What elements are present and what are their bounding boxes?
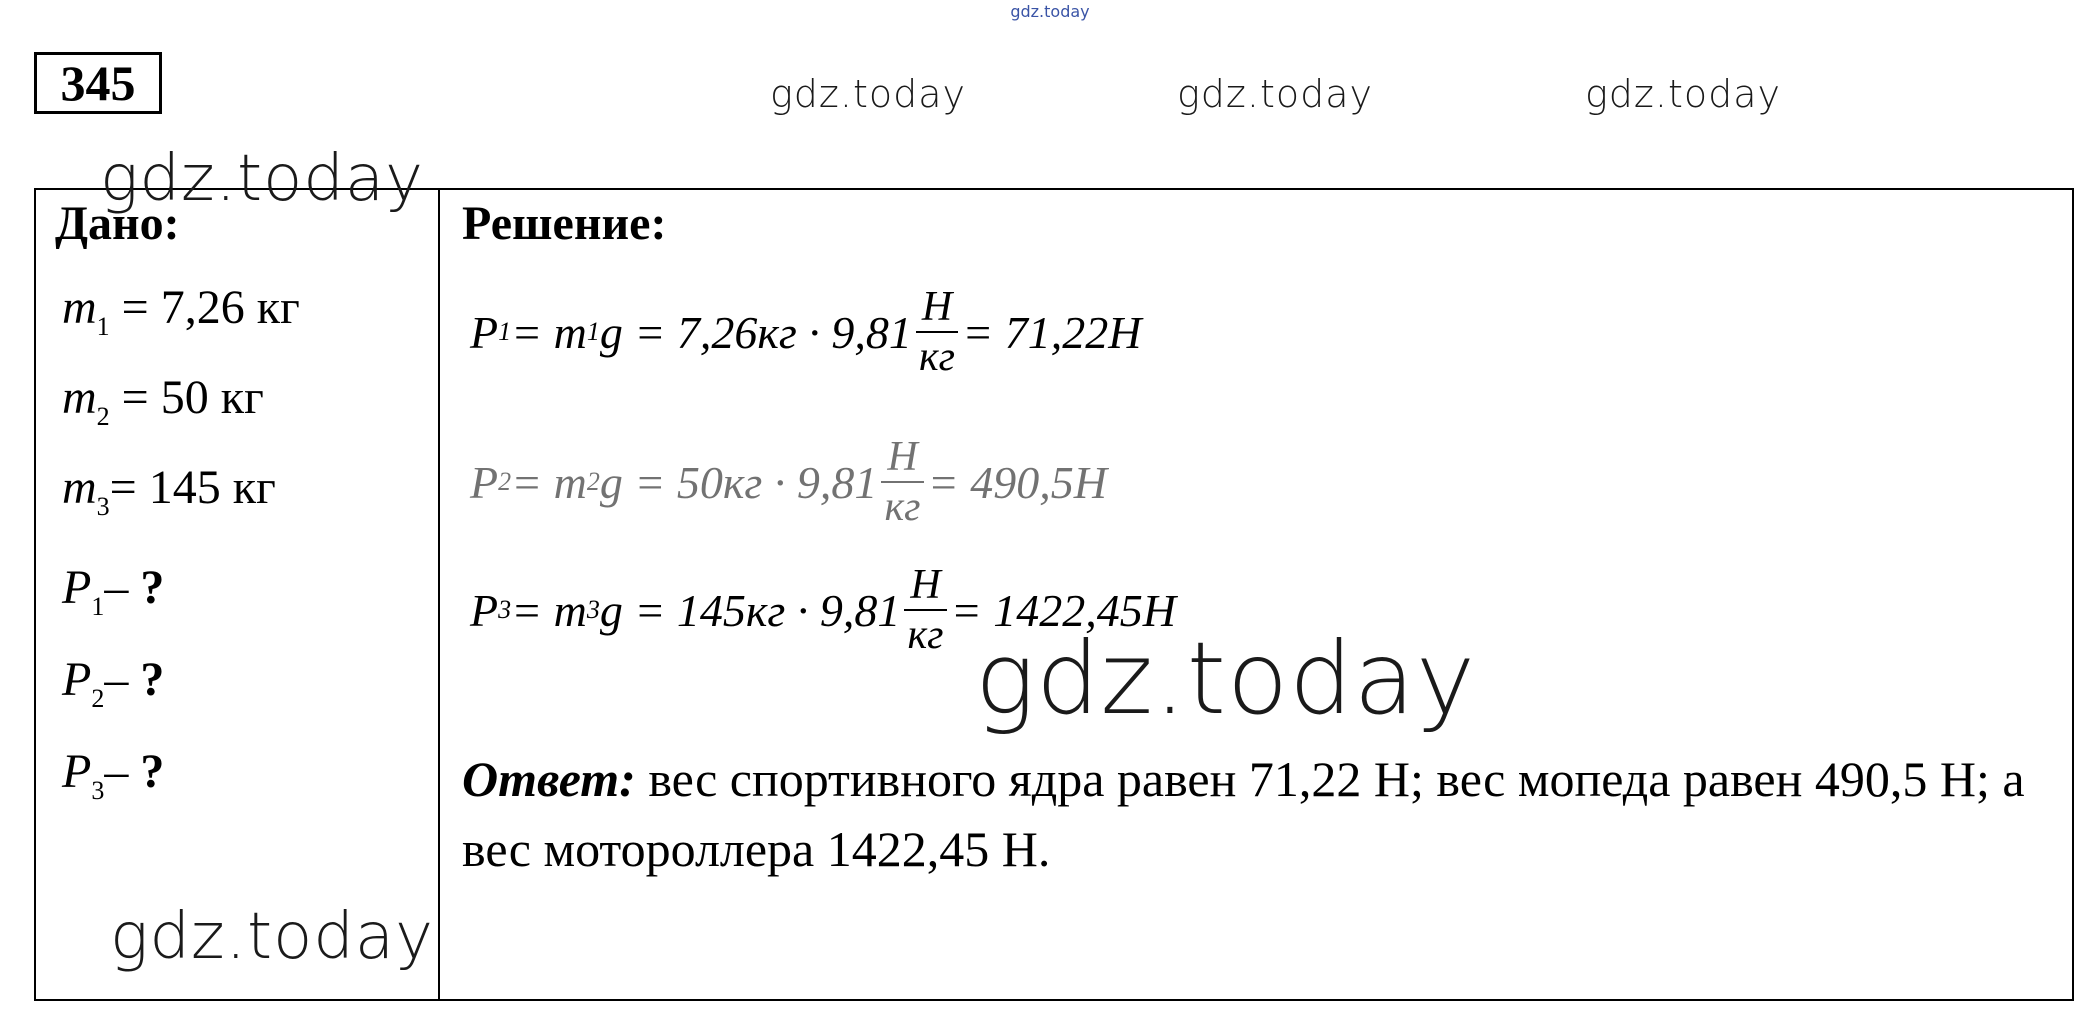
- given-question: ?: [140, 745, 165, 798]
- given-item-m3: [62, 460, 276, 522]
- given-dash: –: [104, 745, 141, 798]
- given-item-m1: [62, 280, 300, 342]
- solution-heading: Решение:: [462, 197, 667, 250]
- eq-result: = 490,5Н: [927, 456, 1107, 508]
- watermark-top: gdz.today: [1010, 2, 1090, 21]
- given-item-p2: [62, 652, 164, 714]
- watermark-header-2: gdz.today: [1177, 72, 1373, 116]
- eq-expr: g = 7,26кг · 9,81: [599, 306, 912, 358]
- given-sub: 3: [91, 776, 105, 805]
- watermark-header-3: gdz.today: [1585, 72, 1781, 116]
- problem-number: 345: [34, 52, 162, 114]
- answer-label: Ответ:: [462, 751, 636, 807]
- eq-lhs-sub: 1: [498, 317, 512, 346]
- eq-result: = 1422,45Н: [950, 584, 1176, 636]
- eq-lhs: P: [470, 306, 499, 358]
- given-var: P: [62, 653, 92, 706]
- watermark-header-1: gdz.today: [770, 72, 966, 116]
- frac-denominator: кг: [907, 612, 944, 658]
- given-sub: 1: [96, 312, 110, 341]
- given-value: = 50 кг: [109, 371, 264, 424]
- given-var: m: [62, 371, 97, 424]
- given-value: = 145 кг: [109, 461, 276, 514]
- eq-expr: g = 145кг · 9,81: [599, 584, 901, 636]
- eq-mid-sub: 1: [586, 317, 600, 346]
- given-question: ?: [140, 653, 165, 706]
- given-sub: 2: [91, 684, 105, 713]
- eq-expr: g = 50кг · 9,81: [599, 456, 878, 508]
- given-heading: Дано:: [55, 197, 180, 250]
- given-var: P: [62, 561, 92, 614]
- column-divider: [438, 188, 440, 1001]
- eq-mid-sub: 2: [586, 467, 600, 496]
- frac-numerator: Н: [904, 561, 946, 611]
- given-item-m2: [62, 370, 264, 432]
- given-sub: 2: [96, 402, 110, 431]
- watermark-table-top-left: gdz.today: [100, 142, 424, 216]
- eq-lhs: P: [470, 584, 499, 636]
- frac-numerator: Н: [916, 283, 958, 333]
- given-value: = 7,26 кг: [109, 281, 300, 334]
- eq-mid-sub: 3: [586, 595, 600, 624]
- eq-fraction: [904, 561, 946, 659]
- watermark-table-center: gdz.today: [975, 620, 1477, 737]
- answer-paragraph: [462, 744, 2042, 884]
- given-var: m: [62, 461, 97, 514]
- given-var: m: [62, 281, 97, 334]
- given-sub: 3: [96, 492, 110, 521]
- frac-numerator: Н: [881, 433, 923, 483]
- eq-lhs: P: [470, 456, 499, 508]
- eq-mid: = m: [511, 584, 587, 636]
- eq-lhs-sub: 3: [498, 595, 512, 624]
- answer-text: вес спортивного ядра равен 71,22 Н; вес мопеда равен 490,5 Н; а вес мотороллера 1422,45 Н.: [462, 751, 2025, 877]
- equation-2: [470, 412, 1107, 552]
- given-item-p3: [62, 744, 164, 806]
- eq-mid: = m: [511, 306, 587, 358]
- given-dash: –: [104, 561, 141, 614]
- given-sub: 1: [91, 592, 105, 621]
- frac-denominator: кг: [884, 484, 921, 530]
- given-var: P: [62, 745, 92, 798]
- eq-fraction: [881, 433, 923, 531]
- given-question: ?: [140, 561, 165, 614]
- eq-mid: = m: [511, 456, 587, 508]
- given-item-p1: [62, 560, 164, 622]
- watermark-table-bottom-left: gdz.today: [110, 900, 434, 974]
- frac-denominator: кг: [919, 334, 956, 380]
- given-dash: –: [104, 653, 141, 706]
- eq-fraction: [916, 283, 958, 381]
- eq-lhs-sub: 2: [498, 467, 512, 496]
- eq-result: = 71,22Н: [962, 306, 1142, 358]
- equation-1: [470, 262, 1142, 402]
